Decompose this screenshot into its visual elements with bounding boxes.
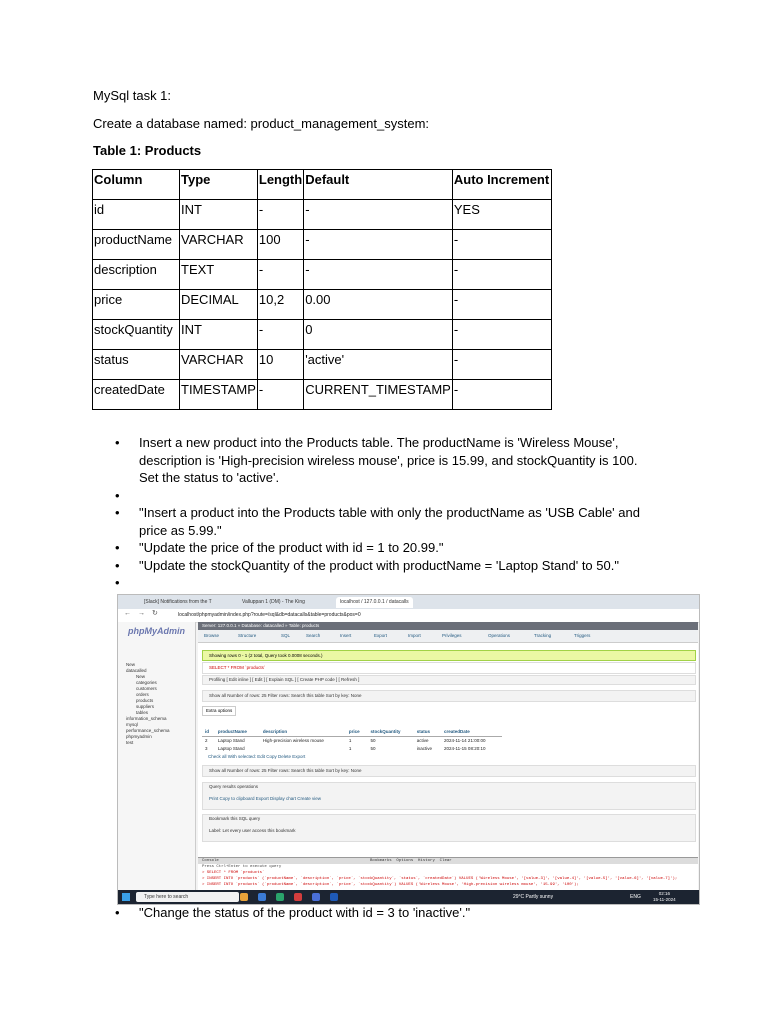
filter-row-bottom: Show all Number of rows: 25 Filter rows: Search this table Sort by key: None — [202, 765, 696, 777]
table-header-row — [93, 170, 552, 200]
table-row — [93, 230, 552, 260]
table-cell: - — [452, 350, 551, 380]
bookmark-title: Bookmark this SQL query — [209, 816, 261, 821]
tree-item: datacalled — [126, 668, 147, 673]
result-cell: 2024-11-15 08:20:10 — [444, 746, 486, 751]
table-header-cell: Default — [304, 170, 453, 200]
table-cell: 'active' — [304, 350, 453, 380]
pma-tab: Operations — [488, 633, 511, 638]
tree-item: test — [126, 740, 134, 745]
extra-options-button: Extra options — [202, 706, 236, 716]
bullet-icon: • — [115, 557, 120, 573]
result-cell: 3 — [205, 746, 208, 751]
table-cell: - — [257, 200, 303, 230]
app-icon — [330, 893, 338, 901]
bullet-item — [93, 557, 653, 575]
pma-tab: Structure — [238, 633, 257, 638]
table-cell: status — [93, 350, 180, 380]
table-cell: 0 — [304, 320, 453, 350]
sql-console — [198, 857, 698, 891]
weather-text: 29°C Partly sunny — [513, 894, 554, 900]
console-line: > INSERT INTO `products` (`productName`, `description`, `price`, `stockQuantity`, `status`, `createdDate`) VALUES ('Wireless Mouse', '[value-3]', '[value-4]', '[value-5]', '[value-6]', '[value-7]'); — [202, 877, 678, 881]
pma-tab: Triggers — [574, 633, 591, 638]
windows-taskbar — [118, 890, 699, 904]
table-title: Table 1: Products — [93, 143, 202, 158]
pma-tab: Insert — [340, 633, 352, 638]
tree-item: mysql — [126, 722, 138, 727]
table-cell: 10,2 — [257, 290, 303, 320]
sql-query-box: SELECT * FROM `products` — [202, 662, 696, 674]
table-cell: VARCHAR — [180, 230, 258, 260]
result-header-cell: productName — [215, 728, 260, 737]
filter-row: Show all Number of rows: 25 Filter rows: Search this table Sort by key: None — [202, 690, 696, 702]
pma-main — [198, 622, 698, 890]
query-ops-items: Print Copy to clipboard Export Display chart Create view — [209, 796, 322, 801]
tree-item: New — [136, 674, 146, 679]
with-selected-bar: Check all With selected: Edit Copy Delete Export — [208, 754, 306, 759]
bullet-item — [93, 434, 653, 487]
tree-item: suppliers — [136, 704, 155, 709]
profiling-bar: Profiling [ Edit inline ] [ Edit ] [ Explain SQL ] [ Create PHP code ] [ Refresh ] — [202, 675, 696, 685]
browser-tab: Valluppan 1 (DM) - The King — [242, 599, 305, 605]
result-cell: 50 — [370, 746, 376, 751]
pma-tab: Privileges — [442, 633, 462, 638]
bullet-item — [93, 487, 653, 505]
phpmyadmin-screenshot — [117, 594, 700, 905]
console-line: > SELECT * FROM `products` — [202, 871, 265, 875]
bullet-item — [93, 504, 653, 539]
app-icon — [312, 893, 320, 901]
windows-start-icon — [122, 893, 130, 901]
success-message: Showing rows 0 - 1 (2 total, Query took 0.0008 seconds.) — [202, 650, 696, 661]
pma-tab: SQL — [281, 633, 291, 638]
result-header-cell: id — [202, 728, 215, 737]
task-list — [93, 434, 653, 592]
result-row — [202, 737, 502, 746]
table-cell: - — [452, 290, 551, 320]
app-icon — [240, 893, 248, 901]
table-header-cell: Column — [93, 170, 180, 200]
table-cell: CURRENT_TIMESTAMP — [304, 380, 453, 410]
table-cell: TIMESTAMP — [180, 380, 258, 410]
bullet-text: "Insert a product into the Products table with only the productName as 'USB Cable' and price as 5.99." — [139, 505, 640, 538]
bullet-text: Insert a new product into the Products table. The productName is 'Wireless Mouse', description is 'High-precision wireless mouse', price is 15.99, and stockQuantity is 100. Set the status to 'active'. — [139, 435, 638, 485]
result-row — [202, 745, 502, 753]
table-cell: - — [304, 200, 453, 230]
bookmark-label: Label: Let every user access this bookmark — [209, 828, 296, 833]
doc-heading: MySql task 1: — [93, 88, 172, 103]
taskbar-search: Type here to search — [136, 892, 239, 902]
clock-date: 15-11-2024 — [653, 897, 676, 902]
table-cell: productName — [93, 230, 180, 260]
table-cell: description — [93, 260, 180, 290]
table-header-cell: Auto Increment — [452, 170, 551, 200]
app-icon — [294, 893, 302, 901]
table-header-cell: Length — [257, 170, 303, 200]
result-cell: 2024-11-14 21:00:00 — [444, 738, 486, 743]
table-cell: INT — [180, 320, 258, 350]
pma-tab: Tracking — [534, 633, 552, 638]
bookmark-panel — [202, 814, 696, 842]
task-list-after — [93, 904, 653, 922]
table-cell: - — [304, 230, 453, 260]
table-cell: - — [257, 320, 303, 350]
table-cell: DECIMAL — [180, 290, 258, 320]
pma-tab: Search — [306, 633, 321, 638]
result-header-cell: price — [346, 728, 368, 737]
table-cell: - — [452, 260, 551, 290]
language-indicator: ENG — [630, 894, 641, 900]
table-cell: 0.00 — [304, 290, 453, 320]
table-cell: INT — [180, 200, 258, 230]
reload-icon: ↻ — [152, 610, 158, 617]
bullet-item — [93, 574, 653, 592]
table-cell: - — [257, 380, 303, 410]
bullet-icon: • — [115, 505, 120, 520]
result-cell: Laptop Stand — [217, 738, 245, 743]
table-row — [93, 350, 552, 380]
table-cell: - — [257, 260, 303, 290]
query-ops-title: Query results operations — [209, 784, 259, 789]
app-icon — [276, 893, 284, 901]
result-header-cell: createdDate — [441, 728, 502, 737]
tree-item: tables — [136, 710, 149, 715]
tree-item: orders — [136, 692, 149, 697]
browser-tab: [Slack] Notifications from the T — [144, 599, 212, 605]
bullet-item — [93, 904, 653, 922]
table-cell: - — [452, 230, 551, 260]
address-bar — [118, 609, 699, 623]
table-row — [93, 290, 552, 320]
pma-sidebar — [118, 622, 196, 890]
pma-tab: Browse — [204, 633, 220, 638]
result-cell: High-precision wireless mouse — [262, 738, 324, 743]
bullet-icon: • — [115, 487, 120, 503]
result-cell: inactive — [416, 746, 432, 751]
url-text: localhost/phpmyadmin/index.php?route=/sql&db=datacalls&table=products&pos=0 — [178, 612, 361, 618]
table-header-cell: Type — [180, 170, 258, 200]
tree-item: information_schema — [126, 716, 167, 721]
result-cell: 1 — [348, 746, 352, 751]
database-tree — [122, 662, 170, 746]
table-row — [93, 200, 552, 230]
table-cell: 10 — [257, 350, 303, 380]
result-cell: 2 — [205, 738, 208, 743]
table-cell: YES — [452, 200, 551, 230]
tree-item: categories — [136, 680, 157, 685]
query-ops-panel — [202, 782, 696, 810]
breadcrumb: Server: 127.0.0.1 » Database: datacalled » Table: products — [198, 622, 698, 630]
browser-tab-bar — [118, 595, 699, 609]
table-row — [93, 320, 552, 350]
console-line: Press Ctrl+Enter to execute query — [202, 865, 282, 869]
table-cell: - — [452, 320, 551, 350]
result-header-cell: description — [260, 728, 346, 737]
tree-item: customers — [136, 686, 157, 691]
back-icon: ← — [124, 610, 131, 617]
tree-item: phpmyadmin — [126, 734, 152, 739]
forward-icon: → — [138, 610, 145, 617]
table-cell: createdDate — [93, 380, 180, 410]
result-cell: 1 — [348, 738, 352, 743]
result-cell: 50 — [370, 738, 376, 743]
bullet-icon: • — [115, 435, 120, 450]
doc-subheading: Create a database named: product_management_system: — [93, 116, 430, 131]
table-cell: TEXT — [180, 260, 258, 290]
bullet-text: "Update the stockQuantity of the product with productName = 'Laptop Stand' to 50." — [139, 557, 619, 573]
result-header-row — [202, 728, 502, 737]
console-line: > INSERT INTO `products` (`productName`, `description`, `price`, `stockQuantity`) VALUES ('Wireless Mouse', 'High-precision wireless mouse', '15.99', '100'); — [202, 883, 579, 887]
bullet-item — [93, 539, 653, 557]
app-icon — [258, 893, 266, 901]
bullet-icon: • — [115, 540, 120, 555]
table-row — [93, 380, 552, 410]
console-bar: Console Bookmarks Options History Clear — [198, 858, 698, 864]
table-cell: stockQuantity — [93, 320, 180, 350]
browser-tab-active: localhost / 127.0.0.1 / datacalls — [336, 597, 413, 608]
tree-item: New — [126, 662, 136, 667]
tree-item: products — [136, 698, 154, 703]
pma-top-tabs — [198, 630, 698, 643]
bullet-text: "Update the price of the product with id = 1 to 20.99." — [139, 540, 444, 555]
tree-item: performance_schema — [126, 728, 170, 733]
table-cell: 100 — [257, 230, 303, 260]
table-row — [93, 260, 552, 290]
result-cell — [260, 745, 346, 753]
bullet-icon: • — [115, 905, 120, 920]
result-header-cell: stockQuantity — [367, 728, 413, 737]
result-table — [202, 728, 502, 753]
pma-logo: phpMyAdmin — [128, 626, 185, 636]
bullet-text: "Change the status of the product with id = 3 to 'inactive'." — [139, 905, 471, 920]
pma-tab: Export — [374, 633, 388, 638]
pma-tab: Import — [408, 633, 421, 638]
result-cell: active — [416, 738, 429, 743]
result-cell: Laptop Stand — [217, 746, 245, 751]
table-cell: - — [452, 380, 551, 410]
table-cell: VARCHAR — [180, 350, 258, 380]
products-spec-table — [92, 169, 552, 410]
taskbar-clock — [653, 891, 676, 903]
result-header-cell: status — [414, 728, 441, 737]
table-cell: price — [93, 290, 180, 320]
clock-time: 02:16 — [658, 891, 670, 896]
bullet-icon: • — [115, 575, 120, 590]
table-cell: id — [93, 200, 180, 230]
table-cell: - — [304, 260, 453, 290]
